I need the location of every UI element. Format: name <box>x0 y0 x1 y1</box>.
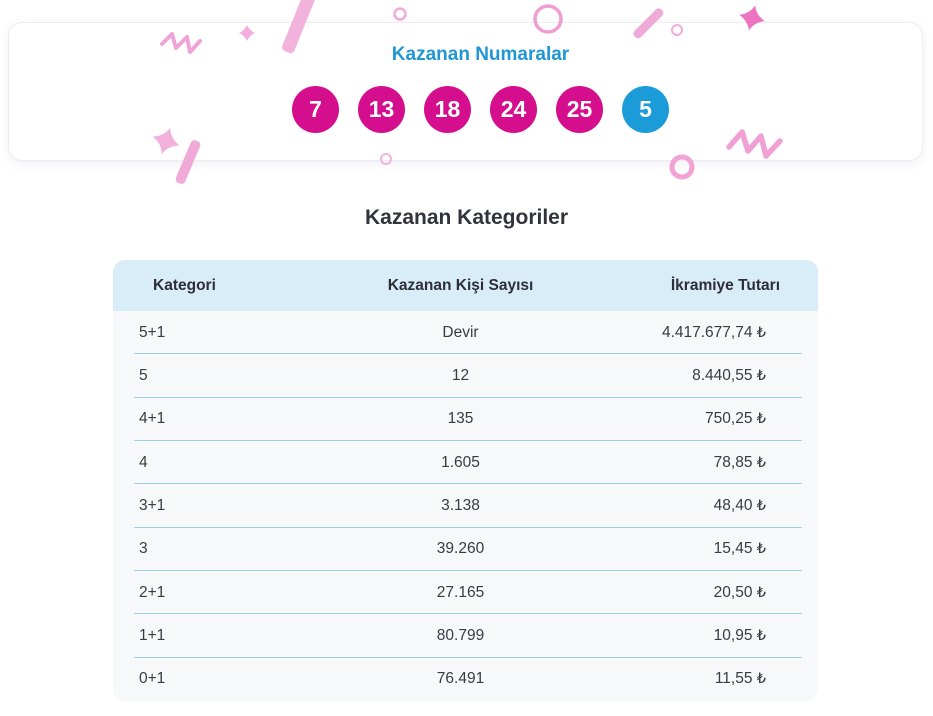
winning-numbers-title: Kazanan Numaralar <box>391 44 570 65</box>
category-cell: 5 <box>139 366 148 384</box>
category-cell: 2+1 <box>139 583 166 601</box>
category-cell: 3 <box>139 540 148 558</box>
lira-symbol: ₺ <box>756 497 766 514</box>
column-header-prize: İkramiye Tutarı <box>670 276 780 294</box>
winners-cell: 135 <box>447 410 474 428</box>
winners-cell: Devir <box>442 323 479 341</box>
winners-cell: 76.491 <box>436 670 485 688</box>
table-row <box>113 354 818 397</box>
table-row <box>113 571 818 614</box>
prize-cell: 48,40 ₺ <box>713 496 766 514</box>
category-cell: 3+1 <box>139 496 166 514</box>
prize-cell: 750,25 ₺ <box>705 410 766 428</box>
category-cell: 4+1 <box>139 410 166 428</box>
winning-numbers-card <box>8 22 923 161</box>
lottery-ball: 13 <box>358 86 405 133</box>
category-cell: 0+1 <box>139 670 166 688</box>
table-row <box>113 441 818 484</box>
winners-cell: 12 <box>451 366 470 384</box>
confetti-ring-icon <box>395 9 406 20</box>
category-cell: 4 <box>139 453 148 471</box>
winners-cell: 3.138 <box>441 496 480 514</box>
table-row <box>113 528 818 571</box>
categories-table <box>113 260 818 701</box>
table-row <box>113 311 818 354</box>
lira-symbol: ₺ <box>756 541 766 558</box>
lira-symbol: ₺ <box>756 454 766 471</box>
prize-cell: 78,85 ₺ <box>713 453 766 471</box>
prize-cell: 15,45 ₺ <box>713 540 766 558</box>
table-header-row <box>113 260 818 311</box>
prize-cell: 8.440,55 ₺ <box>692 366 766 384</box>
lottery-ball: 25 <box>556 86 603 133</box>
categories-title: Kazanan Kategoriler <box>364 206 569 229</box>
category-cell: 1+1 <box>139 626 166 644</box>
lira-symbol: ₺ <box>756 584 766 601</box>
table-body <box>113 311 818 701</box>
winners-cell: 1.605 <box>441 453 480 471</box>
column-header-category: Kategori <box>153 276 216 294</box>
lira-symbol: ₺ <box>756 411 766 428</box>
lottery-ball: 7 <box>292 86 339 133</box>
prize-cell: 11,55 ₺ <box>714 670 766 688</box>
winners-cell: 27.165 <box>436 583 485 601</box>
prize-cell: 20,50 ₺ <box>713 583 766 601</box>
table-row <box>113 658 818 701</box>
prize-cell: 4.417.677,74 ₺ <box>661 323 766 341</box>
lira-symbol: ₺ <box>756 671 766 688</box>
table-row <box>113 614 818 657</box>
winners-cell: 80.799 <box>436 626 485 644</box>
lottery-balls-row <box>24 86 933 133</box>
winning-numbers-content <box>24 23 933 133</box>
lottery-ball: 24 <box>490 86 537 133</box>
column-header-winners: Kazanan Kişi Sayısı <box>387 276 534 294</box>
table-row <box>113 398 818 441</box>
prize-cell: 10,95 ₺ <box>713 626 766 644</box>
table-row <box>113 484 818 527</box>
category-cell: 5+1 <box>139 323 166 341</box>
winners-cell: 39.260 <box>436 540 485 558</box>
lira-symbol: ₺ <box>756 324 766 341</box>
lira-symbol: ₺ <box>756 367 766 384</box>
lira-symbol: ₺ <box>756 627 766 644</box>
lottery-ball: 5 <box>622 86 669 133</box>
lottery-ball: 18 <box>424 86 471 133</box>
